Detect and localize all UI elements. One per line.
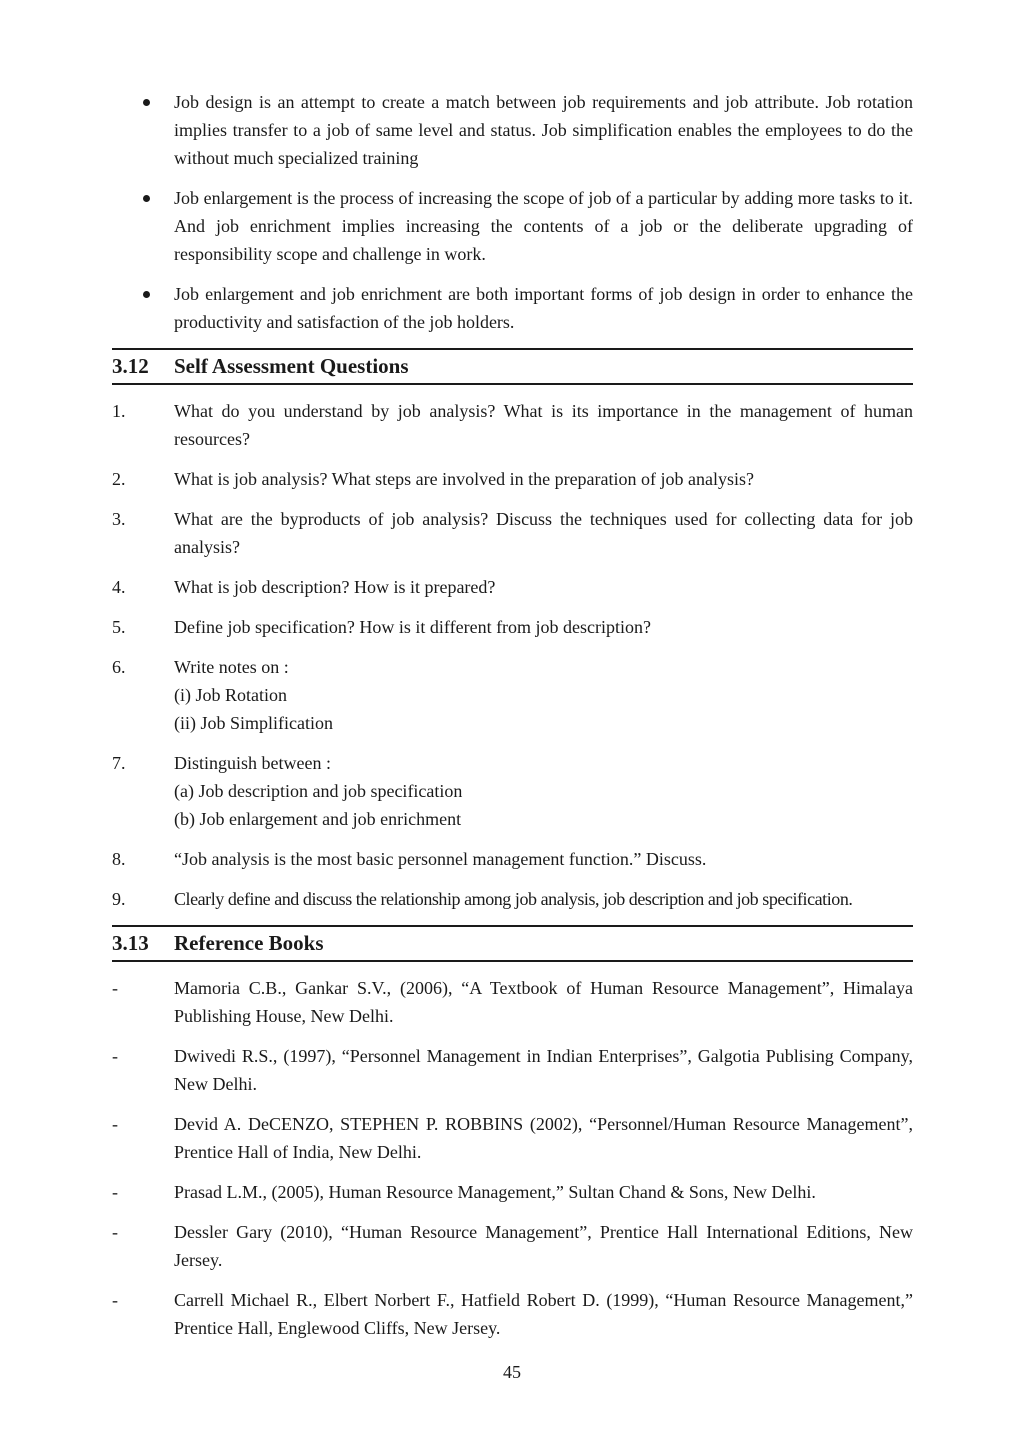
question-number: 1. [112, 401, 126, 421]
question-text: Define job specification? How is it different from job description? [174, 617, 652, 637]
reference-text: Devid A. DeCENZO, STEPHEN P. ROBBINS (2002), “Personnel/Human Resource Management”, Prentice Hall of India, New Delhi. [174, 1114, 913, 1162]
question-item [112, 397, 913, 453]
page-content [112, 88, 913, 1354]
question-text: Write notes on : [174, 657, 289, 677]
question-text: What is job analysis? What steps are involved in the preparation of job analysis? [174, 469, 755, 489]
bullet-text: Job enlargement is the process of increasing the scope of job of a particular by adding more tasks to it. And job enrichment implies increasing the contents of a job or the deliberate upgrading of responsibility scope and challenge in work. [174, 188, 913, 264]
reference-item [112, 1042, 913, 1098]
section-number: 3.12 [112, 354, 149, 378]
question-item [112, 505, 913, 561]
question-subitem: (i) Job Rotation [174, 685, 287, 705]
question-number: 9. [112, 889, 126, 909]
reference-dash: - [112, 1182, 118, 1202]
bullet-item [112, 184, 913, 268]
reference-books-section [112, 925, 913, 1342]
reference-dash: - [112, 1222, 118, 1242]
question-subitem: (b) Job enlargement and job enrichment [174, 809, 462, 829]
reference-text: Dwivedi R.S., (1997), “Personnel Management in Indian Enterprises”, Galgotia Publising Company, New Delhi. [174, 1046, 913, 1094]
question-text-block [174, 749, 913, 833]
bullet-text: Job design is an attempt to create a match between job requirements and job attribute. Job rotation implies transfer to a job of same level and status. Job simplification enables the employees to do the without much specialized training [174, 92, 913, 168]
question-item [112, 845, 913, 873]
question-number: 8. [112, 849, 126, 869]
reference-text: Mamoria C.B., Gankar S.V., (2006), “A Textbook of Human Resource Management”, Himalaya Publishing House, New Delhi. [174, 978, 913, 1026]
reference-dash: - [112, 1290, 118, 1310]
section-number: 3.13 [112, 931, 149, 955]
self-assessment-section [112, 348, 913, 913]
page-number: 45 [503, 1362, 521, 1382]
reference-dash: - [112, 1046, 118, 1066]
question-number: 7. [112, 753, 126, 773]
question-text: Distinguish between : [174, 753, 331, 773]
bullet-text: Job enlargement and job enrichment are both important forms of job design in order to enhance the productivity and satisfaction of the job holders. [174, 284, 913, 332]
reference-item [112, 974, 913, 1030]
reference-item [112, 1110, 913, 1166]
question-text: What do you understand by job analysis? What is its importance in the management of human resources? [174, 401, 913, 449]
question-text: Clearly define and discuss the relationship among job analysis, job description and job specification. [174, 889, 853, 909]
question-text: What are the byproducts of job analysis? Discuss the techniques used for collecting data for job analysis? [174, 509, 913, 557]
bullet-item [112, 88, 913, 172]
question-number: 3. [112, 509, 126, 529]
question-number: 2. [112, 469, 126, 489]
question-item [112, 653, 913, 737]
reference-item [112, 1178, 913, 1206]
question-item [112, 613, 913, 641]
question-number: 5. [112, 617, 126, 637]
bullet-icon [143, 291, 150, 298]
question-number: 4. [112, 577, 126, 597]
reference-text: Dessler Gary (2010), “Human Resource Management”, Prentice Hall International Editions, New Jersey. [174, 1222, 913, 1270]
question-item [112, 573, 913, 601]
reference-item [112, 1218, 913, 1274]
question-item [112, 885, 913, 913]
bullet-item [112, 280, 913, 336]
question-text-block [174, 653, 913, 737]
reference-item [112, 1286, 913, 1342]
question-text: “Job analysis is the most basic personnel management function.” Discuss. [174, 849, 707, 869]
reference-dash: - [112, 978, 118, 998]
bullet-icon [143, 195, 150, 202]
bullet-icon [143, 99, 150, 106]
reference-text: Prasad L.M., (2005), Human Resource Management,” Sultan Chand & Sons, New Delhi. [174, 1182, 816, 1202]
section-title: Reference Books [174, 931, 324, 955]
question-subitem: (ii) Job Simplification [174, 713, 333, 733]
section-heading [112, 925, 913, 962]
reference-text: Carrell Michael R., Elbert Norbert F., Hatfield Robert D. (1999), “Human Resource Management,” Prentice Hall, Englewood Cliffs, New Jersey. [174, 1290, 913, 1338]
section-title: Self Assessment Questions [174, 354, 409, 378]
summary-bullets [112, 88, 913, 336]
section-heading [112, 348, 913, 385]
reference-dash: - [112, 1114, 118, 1134]
question-subitem: (a) Job description and job specification [174, 781, 463, 801]
question-text: What is job description? How is it prepared? [174, 577, 496, 597]
question-item [112, 465, 913, 493]
question-item [112, 749, 913, 833]
question-number: 6. [112, 657, 126, 677]
